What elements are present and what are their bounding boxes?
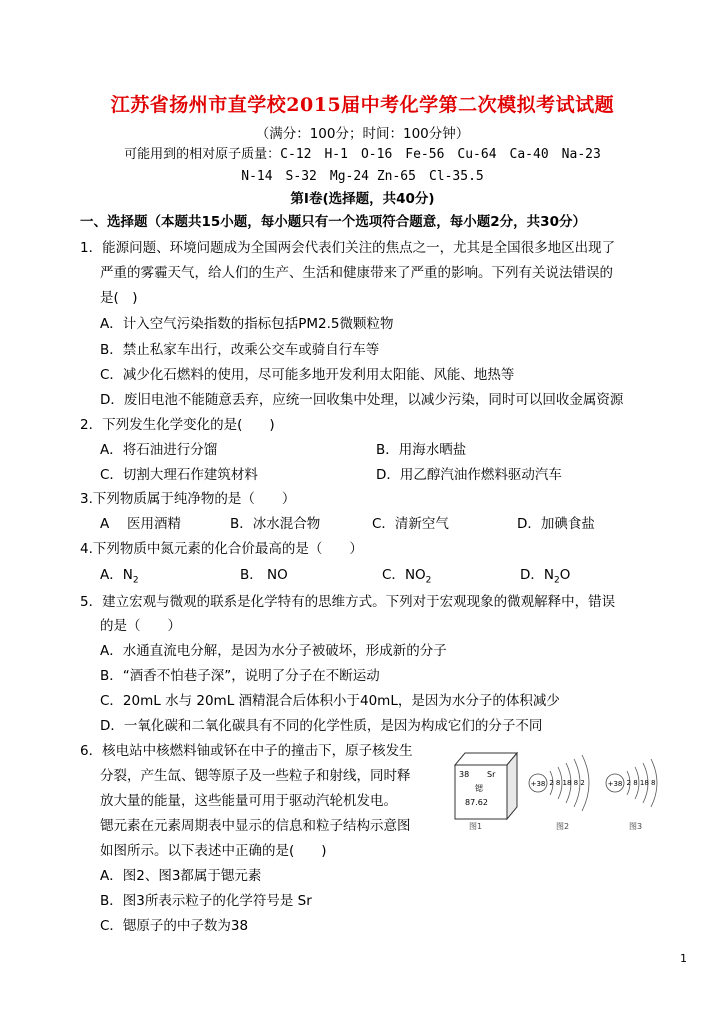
part-heading: 一、选择题（本题共15小题，每小题只有一个选项符合题意，每小题2分，共30分） xyxy=(80,214,586,230)
q5-option-a: A．水通直流电分解，是因为水分子被破坏，形成新的分子 xyxy=(100,643,447,659)
q4-option-c-subscript: 2 xyxy=(425,575,432,586)
figure-3-shell-electrons: 2 8 18 8 xyxy=(626,779,656,787)
q1-stem-line-2: 严重的雾霾天气，给人们的生产、生活和健康带来了严重的影响。下列有关说法错误的 xyxy=(100,265,613,281)
figure-2-shell-electrons: 2 8 18 8 2 xyxy=(549,779,585,787)
q4-option-a-formula: N xyxy=(122,567,133,583)
q6-stem-line-5: 如图所示。以下表述中正确的是( ) xyxy=(100,843,327,859)
q1-stem-line-1: 1．能源问题、环境问题成为全国两会代表们关注的焦点之一，尤其是全国很多地区出现了 xyxy=(80,240,616,256)
q2-option-c: C．切割大理石作建筑材料 xyxy=(100,467,258,483)
q4-option-a-prefix: A． xyxy=(100,567,123,583)
atomic-masses-line-1: 可能用到的相对原子质量：C-12 H-1 O-16 Fe-56 Cu-64 Ca-40 Na-23 xyxy=(124,147,601,162)
figure-2-caption: 图2 xyxy=(556,822,570,831)
q6-option-c: C．锶原子的中子数为38 xyxy=(100,918,249,934)
q2-option-a: A．将石油进行分馏 xyxy=(100,442,218,458)
q5-stem-line-2: 的是（ ） xyxy=(100,618,181,634)
figure-1-element-cell xyxy=(455,753,517,831)
q6-stem-line-1: 6．核电站中核燃料铀或钚在中子的撞击下，原子核发生 xyxy=(80,743,413,759)
atomic-masses-line-2: N-14 S-32 Mg-24 Zn-65 Cl-35.5 xyxy=(241,169,484,184)
figure-1-symbol: Sr xyxy=(487,770,496,779)
q1-option-c: C．减少化石燃料的使用，尽可能多地开发利用太阳能、风能、地热等 xyxy=(100,367,515,383)
figure-1-mass: 87.62 xyxy=(465,798,488,807)
q6-option-a: A．图2、图3都属于锶元素 xyxy=(100,868,262,884)
q4-option-a-subscript: 2 xyxy=(132,575,139,586)
q3-option-b: B．冰水混合物 xyxy=(230,516,321,532)
page-number: 1 xyxy=(680,952,687,965)
figure-3-nucleus: +38 xyxy=(607,780,623,788)
q3-option-a: A 医用酒精 xyxy=(100,516,182,532)
q4-option-d-prefix: D． xyxy=(520,567,544,583)
figure-1-atomic-number: 38 xyxy=(459,770,470,779)
exam-title: 江苏省扬州市直学校2015届中考化学第二次模拟考试试题 xyxy=(110,94,615,116)
q4-option-c-prefix: C． xyxy=(382,567,405,583)
q1-option-d: D．废旧电池不能随意丢弃，应统一回收集中处理，以减少污染，同时可以回收金属资源 xyxy=(100,392,624,408)
q6-stem-line-2: 分裂，产生氙、锶等原子及一些粒子和射线，同时释 xyxy=(100,768,411,784)
figure-3-ion-structure xyxy=(606,759,657,831)
q2-option-d: D．用乙醇汽油作燃料驱动汽车 xyxy=(376,467,562,483)
q1-stem-line-3: 是( ) xyxy=(100,290,138,306)
q6-stem-line-3: 放大量的能量，这些能量可用于驱动汽轮机发电。 xyxy=(100,793,397,809)
figure-1-caption: 图1 xyxy=(469,822,483,831)
q4-stem: 4.下列物质中氮元素的化合价最高的是（ ） xyxy=(80,541,363,557)
q4-option-a xyxy=(100,566,139,590)
q3-stem: 3.下列物质属于纯净物的是（ ） xyxy=(80,491,296,507)
q5-option-b: B．“酒香不怕巷子深”，说明了分子在不断运动 xyxy=(100,668,380,684)
q5-option-c: C．20mL 水与 20mL 酒精混合后体积小于40mL，是因为水分子的体积减少 xyxy=(100,693,560,709)
q4-option-c xyxy=(382,566,431,590)
figure-2-atom-structure xyxy=(529,755,589,831)
q4-option-d-subscript: 2 xyxy=(554,575,560,586)
q1-option-b: B．禁止私家车出行，改乘公交车或骑自行车等 xyxy=(100,342,380,358)
strontium-figures xyxy=(453,745,688,833)
q1-option-a: A．计入空气污染指数的指标包括PM2.5微颗粒物 xyxy=(100,316,394,332)
section-heading: 第Ⅰ卷(选择题，共40分) xyxy=(290,191,435,207)
q6-stem-line-4: 锶元素在元素周期表中显示的信息和粒子结构示意图 xyxy=(100,818,411,834)
q3-option-d: D．加碘食盐 xyxy=(517,516,595,532)
q4-option-d-tail: O xyxy=(559,567,571,583)
q5-stem-line-1: 5．建立宏观与微观的联系是化学特有的思维方式。下列对于宏观现象的微观解释中，错误 xyxy=(80,594,616,610)
q5-option-d: D．一氧化碳和二氧化碳具有不同的化学性质，是因为构成它们的分子不同 xyxy=(100,718,543,734)
q6-option-b: B．图3所表示粒子的化学符号是 Sr xyxy=(100,893,312,909)
q4-option-d xyxy=(520,566,570,590)
q2-stem: 2．下列发生化学变化的是( ) xyxy=(80,417,275,433)
q2-option-b: B．用海水晒盐 xyxy=(376,442,467,458)
figure-1-name: 锶 xyxy=(475,784,483,793)
figure-2-nucleus: +38 xyxy=(530,780,546,788)
figure-3-caption: 图3 xyxy=(629,822,643,831)
q4-option-b: B． NO xyxy=(240,567,288,583)
q3-option-c: C．清新空气 xyxy=(372,516,449,532)
q4-option-c-formula: NO xyxy=(404,567,426,583)
exam-meta: （满分：100分；时间：100分钟） xyxy=(255,126,470,142)
q4-option-d-formula: N xyxy=(543,567,555,583)
